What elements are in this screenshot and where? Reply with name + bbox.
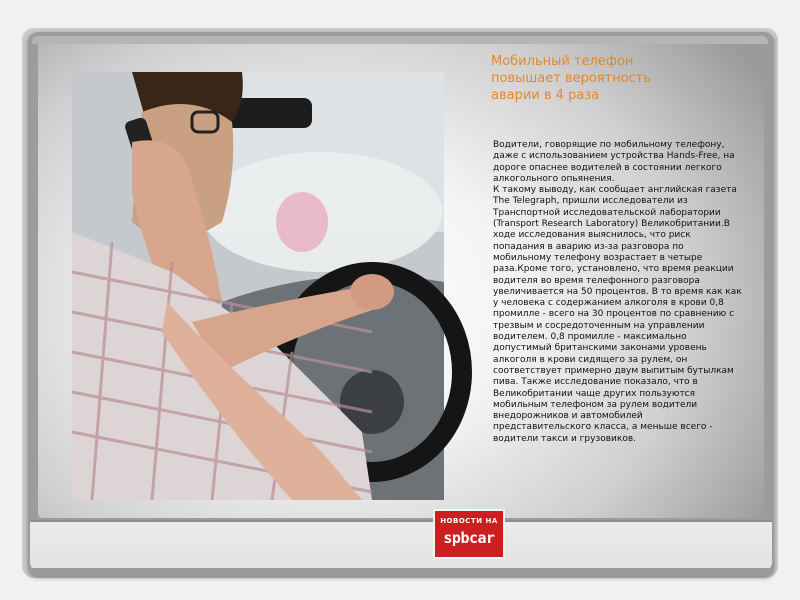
slide-top-strip [32,36,768,44]
slide-title: Мобильный телефон повышает вероятность аварии в 4 раза [491,54,652,103]
badge-top-text: НОВОСТИ НА [440,517,498,525]
photo-illustration [72,72,444,500]
news-badge [433,509,505,559]
body-paragraph-2: К такому выводу, как сообщает английская газета The Telegraph, пришли исследователи из Транспортной исследовательской лаборатории (Transport Research Laboratory) Великобритании.В ходе исследования выяснилось, что риск попадания в аварию из-за разговора по мобильному телефону возрастает в четыре раза.Кроме того, установлено, что время реакции водителя во время телефонного разговора увеличивается на 50 процентов. В то время как как у человека с содержанием алкоголя в крови 0,8 промилле - всего на 30 процентов по сравнению с трезвым и сосредоточенным на управлении водителем. 0,8 промилле - максимально допустимый британскими законами уровень алкоголя в крови сидящего за рулем, он соответствует примерно двум выпитым бутылкам пива. Также исследование показало, что в Великобритании чаще других пользуются мобильным телефоном за рулем водители внедорожников и автомобилей представительского класса, а меньше всего - водители такси и грузовиков. [493,185,742,444]
driver-phone-photo [72,72,498,547]
slide-bottom-edge [28,568,774,574]
body-paragraph-1: Водители, говорящие по мобильному телефону, даже с использованием устройства Hands-Free, на дороге опаснее водителей в состоянии легкого алкогольного опьянения. [493,140,735,184]
badge-logo-text: spbcar [443,529,495,547]
slide-body-text [493,140,743,445]
slide-bottom-band [30,520,772,572]
